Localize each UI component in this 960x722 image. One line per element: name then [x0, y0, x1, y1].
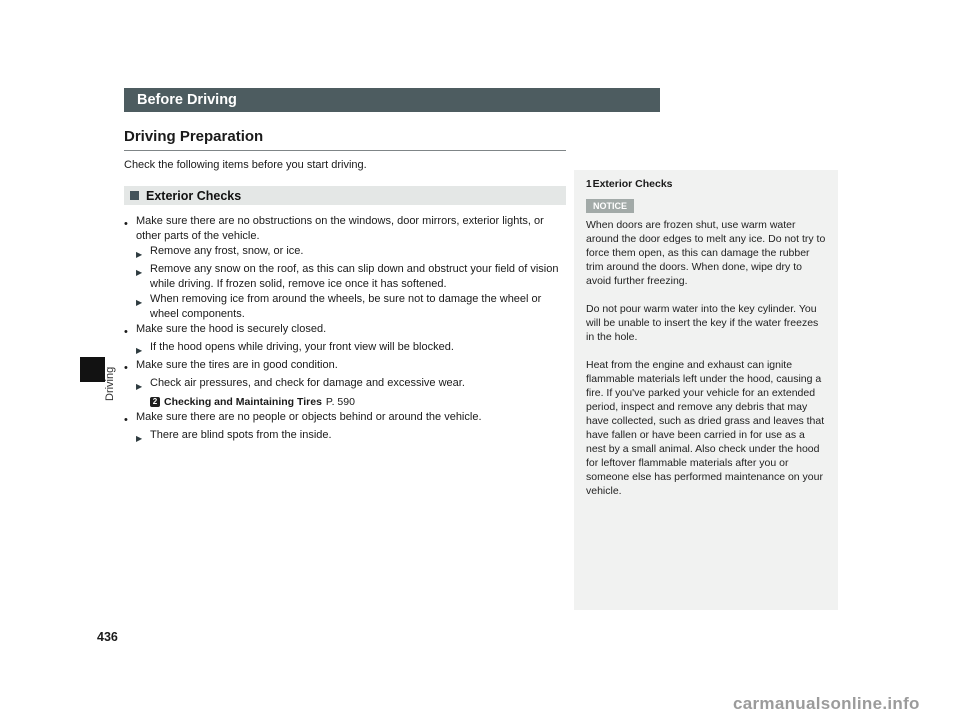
reference-page: P. 590 [325, 396, 355, 408]
sub-item [124, 428, 566, 446]
list-item-text: Make sure the hood is securely closed. [136, 323, 327, 335]
checklist [124, 214, 566, 446]
sub-item [124, 340, 566, 358]
sub-item-text: If the hood opens while driving, your front view will be blocked. [150, 341, 454, 353]
chapter-tab-label: Driving [104, 366, 116, 401]
sub-item-text: There are blind spots from the inside. [150, 429, 332, 441]
sub-item [124, 262, 566, 292]
arrow-icon [136, 376, 150, 394]
ref-number-icon: 1 [586, 179, 592, 190]
sub-item-text: Remove any snow on the roof, as this can slip down and obstruct your field of vision while driving. If frozen solid, remove ice once it has softened. [150, 263, 559, 290]
bullet-icon [124, 214, 136, 244]
arrow-icon [136, 428, 150, 446]
sub-item-text: Check air pressures, and check for damage and excessive wear. [150, 377, 465, 389]
side-note-panel [574, 170, 838, 610]
list-item-text: Make sure there are no people or objects behind or around the vehicle. [136, 411, 482, 423]
sub-item [124, 292, 566, 322]
arrow-icon [136, 292, 150, 322]
page-number: 436 [97, 630, 118, 644]
list-item [124, 214, 566, 244]
bullet-icon [124, 410, 136, 428]
cross-reference-link[interactable] [124, 395, 566, 409]
side-note-title: Exterior Checks [592, 178, 673, 190]
sub-item-text: When removing ice from around the wheels, be sure not to damage the wheel or wheel components. [150, 293, 542, 320]
arrow-icon [136, 262, 150, 292]
list-item [124, 322, 566, 340]
list-item-text: Make sure the tires are in good condition. [136, 359, 338, 371]
arrow-icon [136, 340, 150, 358]
bullet-icon [124, 358, 136, 376]
section-square-icon [130, 191, 139, 200]
reference-label: Checking and Maintaining Tires [164, 396, 322, 408]
sub-item [124, 376, 566, 394]
side-note-paragraph: Heat from the engine and exhaust can ignite flammable materials left under the hood, causing a fire. If you've parked your vehicle for an extended period, inspect and remove any debris that may have collected, such as dried grass and leaves that have fallen or have been carried in for use as a nest by a small animal. Also check under the hood for leftover flammable materials after you or someone else has performed maintenance on your vehicle. [586, 359, 825, 497]
subsection-title: Exterior Checks [146, 188, 242, 203]
reference-icon: 2 [150, 397, 160, 407]
side-note-paragraph: When doors are frozen shut, use warm water around the door edges to melt any ice. Do not try to force them open, as this can damage the rubber trim around the doors. When done, wipe dry to avoid further freezing. [586, 219, 826, 287]
notice-badge: NOTICE [586, 199, 634, 213]
sub-item-text: Remove any frost, snow, or ice. [150, 245, 304, 257]
arrow-icon [136, 244, 150, 262]
main-content [124, 128, 566, 446]
chapter-title: Before Driving [137, 92, 237, 108]
chapter-header-bar [124, 88, 660, 112]
watermark-text: carmanualsonline.info [733, 694, 920, 713]
side-note-paragraph: Do not pour warm water into the key cylinder. You will be unable to insert the key if the water freezes in the hole. [586, 303, 819, 343]
list-item [124, 358, 566, 376]
intro-text: Check the following items before you start driving. [124, 159, 367, 171]
bullet-icon [124, 322, 136, 340]
subsection-header [124, 186, 566, 205]
section-title: Driving Preparation [124, 128, 566, 151]
list-item-text: Make sure there are no obstructions on the windows, door mirrors, exterior lights, or other parts of the vehicle. [136, 215, 544, 242]
list-item [124, 410, 566, 428]
sub-item [124, 244, 566, 262]
chapter-tab-marker [80, 357, 105, 382]
side-note-header [586, 178, 826, 190]
